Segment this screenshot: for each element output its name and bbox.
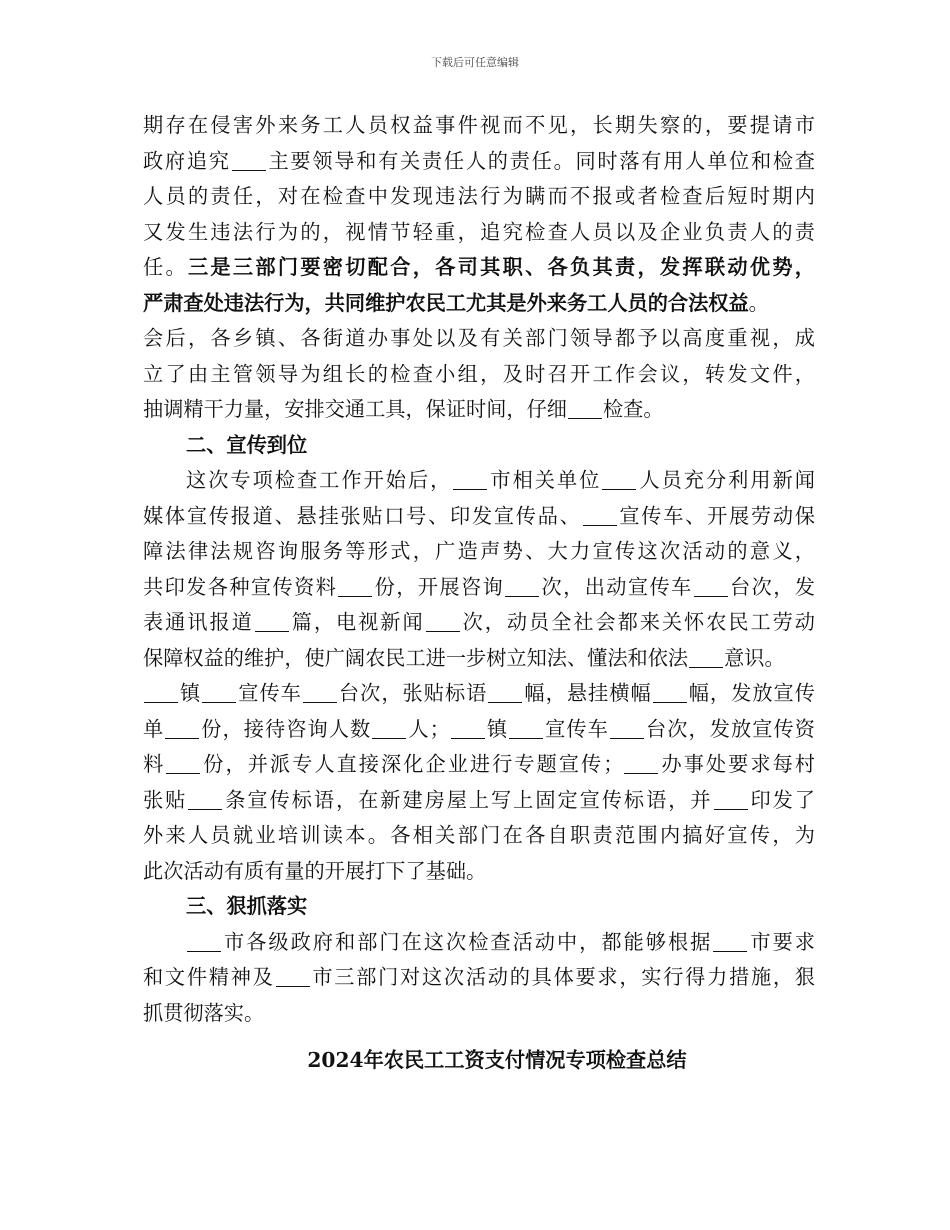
document-title: 2024年农民工工资支付情况专项检查总结 xyxy=(307,1048,687,1072)
blank-underline xyxy=(453,469,487,490)
text-line: 人员的责任，对在检查中发现违法行为瞒而不报或者检查后短时期内 xyxy=(143,184,815,208)
text-line: 表通讯报道 篇，电视新闻 次，动员全社会都来关怀农民工劳动 xyxy=(143,610,815,634)
text-line: 张贴 条宣传标语，在新建房屋上写上固定宣传标语，并 印发了 xyxy=(143,787,815,812)
text-line: 障法律法规咨询服务等形式，广造声势、大力宣传这次活动的意义， xyxy=(143,539,815,563)
blank-underline xyxy=(713,931,747,952)
blank-underline xyxy=(568,398,602,419)
blank-underline xyxy=(202,682,236,703)
blank-underline xyxy=(338,576,372,597)
blank-underline xyxy=(694,576,728,597)
blank-underline xyxy=(303,682,337,703)
text-line: 任。三是三部门要密切配合，各司其职、各负其责，发挥联动优势， xyxy=(143,255,815,279)
text-line: 又发生违法行为的，视情节轻重，追究检查人员以及企业负责人的责 xyxy=(143,219,815,244)
text-line: 单 份，接待咨询人数 人； 镇 宣传车 台次，发放宣传资 xyxy=(143,716,815,741)
text-line: 镇 宣传车 台次，张贴标语 幅，悬挂横幅 幅，发放宣传 xyxy=(143,676,815,712)
blank-underline xyxy=(583,505,617,526)
bold-text: 严肃查处违法行为，共同维护农民工尤其是外来务工人员的合法权益 xyxy=(143,290,749,315)
text-line: 政府追究 主要领导和有关责任人的责任。同时落有用人单位和检查 xyxy=(143,148,815,173)
document-body xyxy=(143,108,815,1079)
blank-underline xyxy=(610,718,644,739)
text-line: 市各级政府和部门在这次检查活动中，都能够根据 市要求 xyxy=(143,925,815,961)
blank-underline xyxy=(653,682,687,703)
blank-underline xyxy=(276,966,310,987)
blank-underline xyxy=(505,576,539,597)
blank-underline xyxy=(714,789,748,810)
blank-underline xyxy=(624,753,658,774)
text-line: 严肃查处违法行为，共同维护农民工尤其是外来务工人员的合法权益。 xyxy=(143,290,769,315)
text-line: 抓贯彻落实。 xyxy=(143,1000,265,1025)
blank-underline xyxy=(166,753,200,774)
text-line: 共印发各种宣传资料 份，开展咨询 次，出动宣传车 台次，发 xyxy=(143,574,815,599)
blank-underline xyxy=(426,611,460,632)
blank-underline xyxy=(232,150,266,171)
text-line: 保障权益的维护，使广阔农民工进一步树立知法、懂法和依法 意识。 xyxy=(143,645,785,670)
blank-underline xyxy=(165,718,199,739)
blank-underline xyxy=(509,718,543,739)
page-header: 下载后可任意编辑 xyxy=(431,56,519,69)
text-line: 外来人员就业培训读本。各相关部门在各自职责范围内搞好宣传，为 xyxy=(143,823,815,847)
text-line: 期存在侵害外来务工人员权益事件视而不见，长期失察的，要提请市 xyxy=(143,113,815,137)
blank-underline xyxy=(188,789,222,810)
section-heading: 三、狠抓落实 xyxy=(186,894,308,918)
text-line: 料 份，并派专人直接深化企业进行专题宣传； 办事处要求每村 xyxy=(143,752,815,776)
blank-underline xyxy=(689,647,723,668)
blank-underline xyxy=(372,718,406,739)
text-line: 此次活动有质有量的开展打下了基础。 xyxy=(143,858,487,883)
blank-underline xyxy=(451,718,485,739)
text-line: 这次专项检查工作开始后， 市相关单位 人员充分利用新闻 xyxy=(186,468,815,492)
text-line: 立了由主管领导为组长的检查小组，及时召开工作会议，转发文件， xyxy=(143,361,815,386)
text-line: 抽调精干力量，安排交通工具，保证时间，仔细 检查。 xyxy=(143,397,664,421)
section-heading: 二、宣传到位 xyxy=(186,432,308,457)
blank-underline xyxy=(602,469,636,490)
text-line: 媒体宣传报道、悬挂张贴口号、印发宣传品、 宣传车、开展劳动保 xyxy=(143,503,815,528)
text-line: 会后，各乡镇、各街道办事处以及有关部门领导都予以高度重视，成 xyxy=(143,326,815,350)
blank-underline xyxy=(187,931,221,952)
blank-underline xyxy=(488,682,522,703)
blank-underline xyxy=(144,682,178,703)
bold-text: 三是三部门要密切配合，各司其职、各负其责，发挥联动优势， xyxy=(187,255,815,279)
blank-underline xyxy=(255,611,289,632)
text-line: 和文件精神及 市三部门对这次活动的具体要求，实行得力措施，狠 xyxy=(143,965,815,989)
